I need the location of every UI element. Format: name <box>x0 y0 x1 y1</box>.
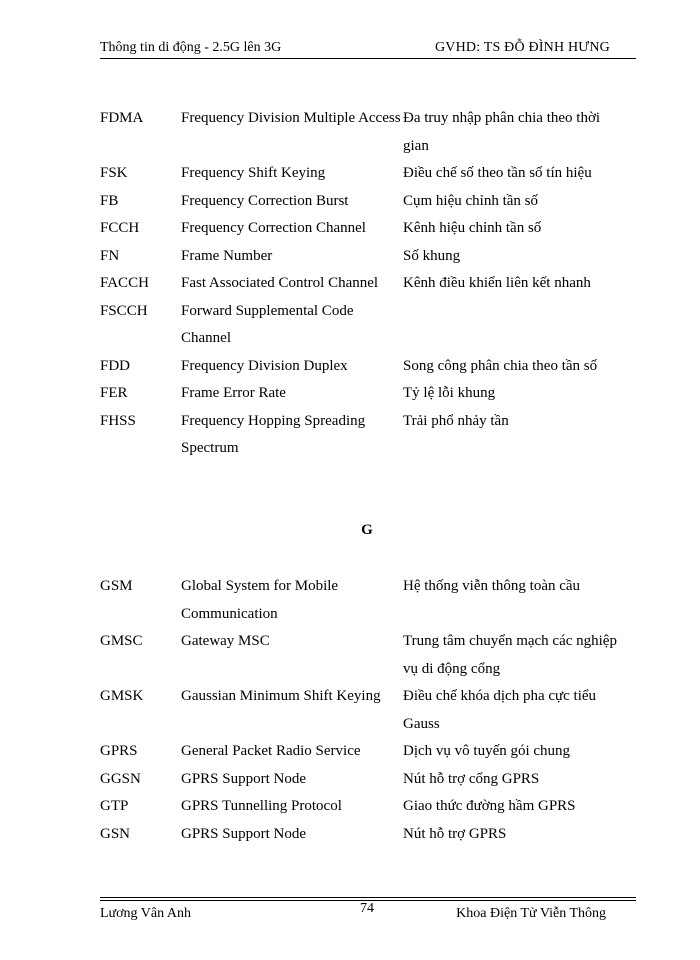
vietnamese-term: Trung tâm chuyển mạch các nghiệp vụ di động cổng <box>403 633 617 677</box>
english-term: GPRS Tunnelling Protocol <box>181 798 342 814</box>
section-letter-heading: G <box>361 522 373 538</box>
glossary-row <box>100 821 640 849</box>
glossary-row <box>100 628 640 683</box>
page-number: 74 <box>360 901 374 916</box>
english-term: Frequency Division Duplex <box>181 357 348 374</box>
vietnamese-term: Kênh điều khiển liên kết nhanh <box>403 275 591 291</box>
abbreviation: GMSK <box>100 688 144 704</box>
glossary-row <box>100 573 640 628</box>
glossary-row <box>100 738 640 766</box>
glossary-row <box>100 766 640 794</box>
glossary-row <box>100 243 640 271</box>
english-term: Global System for Mobile Communication <box>181 578 339 622</box>
english-term: Frame Number <box>181 247 273 264</box>
english-term: Frequency Correction Channel <box>181 220 366 236</box>
vietnamese-term: Đa truy nhập phân chia theo thời gian <box>403 110 601 154</box>
abbreviation: FB <box>100 192 119 209</box>
glossary-row <box>100 683 640 738</box>
abbreviation: FCCH <box>100 220 140 236</box>
english-term: Gaussian Minimum Shift Keying <box>181 688 381 704</box>
english-term: Forward Supplemental Code Channel <box>181 302 354 346</box>
abbreviation: FSK <box>100 165 128 181</box>
glossary-section-g <box>100 573 640 848</box>
glossary-row <box>100 215 640 243</box>
glossary-section-f <box>100 105 640 463</box>
vietnamese-term: Nút hỗ trợ cổng GPRS <box>403 770 540 787</box>
page-header <box>100 40 636 60</box>
footer-author: Lương Vân Anh <box>100 906 191 921</box>
english-term: GPRS Support Node <box>181 825 307 842</box>
footer-rule <box>100 897 636 898</box>
abbreviation: GTP <box>100 798 129 814</box>
abbreviation: GMSC <box>100 633 143 649</box>
header-title: Thông tin di động - 2.5G lên 3G <box>100 40 282 55</box>
english-term: Frequency Correction Burst <box>181 192 349 209</box>
glossary-row <box>100 160 640 188</box>
abbreviation: FDMA <box>100 110 144 126</box>
english-term: GPRS Support Node <box>181 770 307 787</box>
abbreviation: GSM <box>100 578 133 594</box>
english-term: Fast Associated Control Channel <box>181 275 379 291</box>
vietnamese-term: Song công phân chia theo tần số <box>403 357 598 374</box>
english-term: Frame Error Rate <box>181 385 286 401</box>
english-term: Gateway MSC <box>181 633 270 649</box>
vietnamese-term: Dịch vụ vô tuyến gói chung <box>403 743 571 759</box>
english-term: Frequency Hopping Spreading Spectrum <box>181 412 366 456</box>
vietnamese-term: Trải phổ nhảy tần <box>403 412 509 429</box>
vietnamese-term: Nút hỗ trợ GPRS <box>403 825 507 842</box>
vietnamese-term: Giao thức đường hầm GPRS <box>403 798 576 814</box>
abbreviation: FER <box>100 385 128 401</box>
glossary-row <box>100 298 640 353</box>
glossary-row <box>100 353 640 381</box>
glossary-row <box>100 188 640 216</box>
vietnamese-term: Cụm hiệu chỉnh tần số <box>403 192 538 209</box>
vietnamese-term: Số khung <box>403 247 461 264</box>
english-term: General Packet Radio Service <box>181 743 361 759</box>
abbreviation: FN <box>100 247 120 264</box>
page-footer <box>100 897 636 927</box>
abbreviation: FSCCH <box>100 302 148 319</box>
abbreviation: FACCH <box>100 275 149 291</box>
header-advisor: GVHD: TS ĐỖ ĐÌNH HƯNG <box>434 40 610 55</box>
abbreviation: GGSN <box>100 770 141 787</box>
abbreviation: FDD <box>100 357 131 374</box>
glossary-row <box>100 105 640 160</box>
glossary-row <box>100 380 640 408</box>
glossary-row <box>100 270 640 298</box>
abbreviation: GSN <box>100 825 131 842</box>
footer-department: Khoa Điện Tử Viễn Thông <box>456 906 606 921</box>
vietnamese-term: Điều chế khóa dịch pha cực tiểu Gauss <box>403 688 597 732</box>
vietnamese-term <box>403 298 625 353</box>
vietnamese-term: Điều chế số theo tần số tín hiệu <box>403 165 592 181</box>
english-term: Frequency Division Multiple Access <box>181 110 401 126</box>
vietnamese-term: Hệ thống viễn thông toàn cầu <box>403 578 581 594</box>
glossary-row <box>100 793 640 821</box>
vietnamese-term: Kênh hiệu chỉnh tần số <box>403 220 542 236</box>
english-term: Frequency Shift Keying <box>181 165 326 181</box>
glossary-row <box>100 408 640 463</box>
abbreviation: GPRS <box>100 743 138 759</box>
header-rule <box>100 58 636 59</box>
abbreviation: FHSS <box>100 412 136 429</box>
vietnamese-term: Tỷ lệ lỗi khung <box>403 385 496 401</box>
